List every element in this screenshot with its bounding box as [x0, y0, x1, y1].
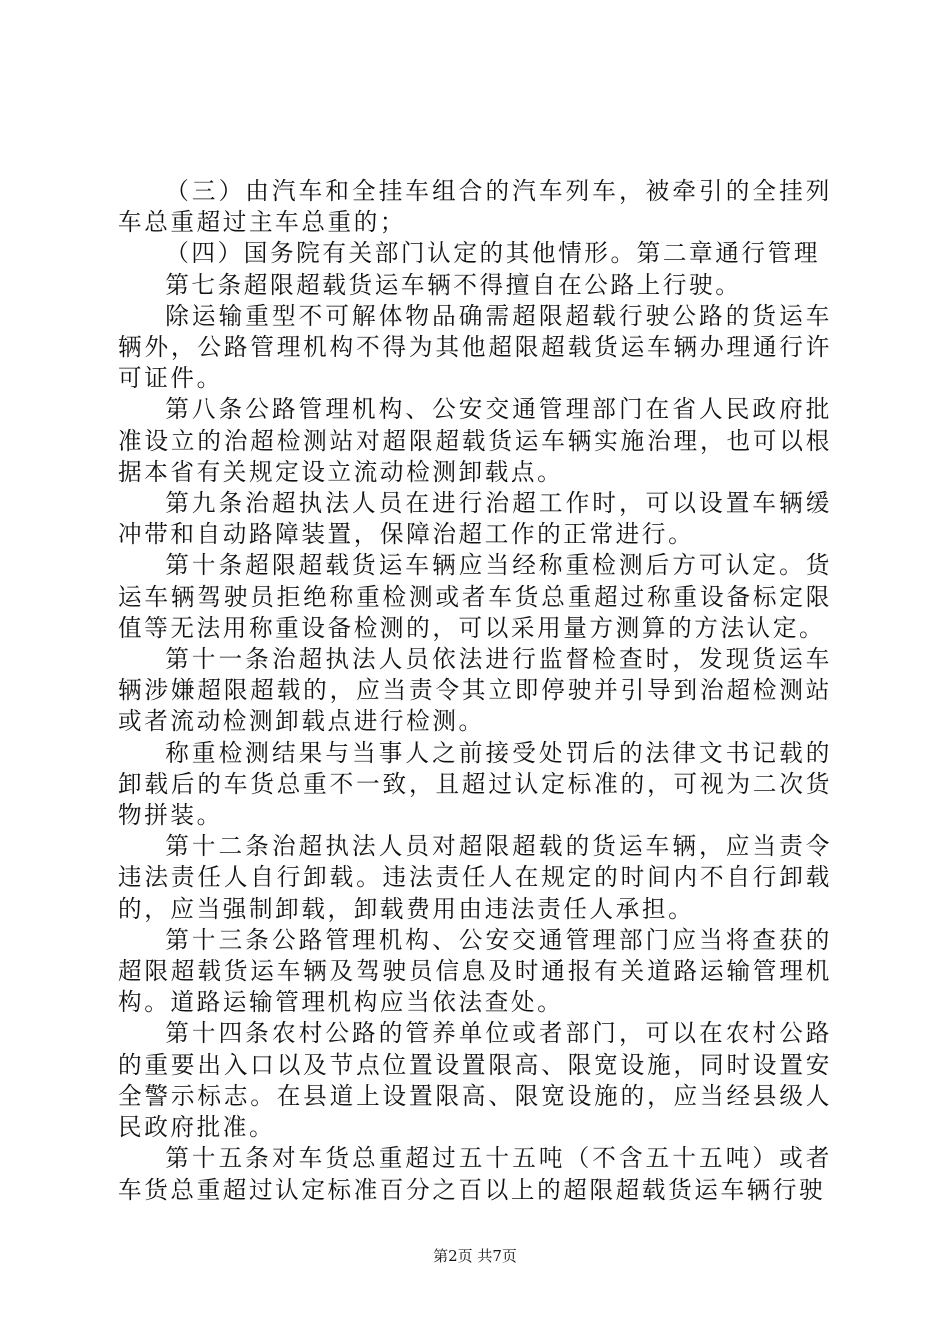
page-number-footer: 第2页 共7页	[433, 1247, 517, 1265]
paragraph-item-4: （四）国务院有关部门认定的其他情形。第二章通行管理	[165, 239, 821, 268]
paragraph-article-10: 第十条超限超载货运车辆应当经称重检测后方可认定。货运车辆驾驶员拒绝称重检测或者车货总重超过称重设备标定限值等无法用称重设备检测的，可以采用量方测算的方法认定。	[118, 551, 832, 642]
paragraph-article-11: 第十一条治超执法人员依法进行监督检查时，发现货运车辆涉嫌超限超载的，应当责令其立即停驶并引导到治超检测站或者流动检测卸载点进行检测。	[118, 645, 832, 736]
paragraph-article-14: 第十四条农村公路的管养单位或者部门，可以在农村公路的重要出入口以及节点位置设置限高、限宽设施，同时设置安全警示标志。在县道上设置限高、限宽设施的，应当经县级人民政府批准。	[118, 1019, 832, 1142]
paragraph-article-8: 第八条公路管理机构、公安交通管理部门在省人民政府批准设立的治超检测站对超限超载货运车辆实施治理，也可以根据本省有关规定设立流动检测卸载点。	[118, 395, 832, 486]
document-body	[118, 176, 832, 1206]
paragraph-article-9: 第九条治超执法人员在进行治超工作时，可以设置车辆缓冲带和自动路障装置，保障治超工作的正常进行。	[118, 489, 832, 549]
paragraph-article-13: 第十三条公路管理机构、公安交通管理部门应当将查获的超限超载货运车辆及驾驶员信息及时通报有关道路运输管理机构。道路运输管理机构应当依法查处。	[118, 925, 832, 1017]
paragraph-article-11-detail: 称重检测结果与当事人之前接受处罚后的法律文书记载的卸载后的车货总重不一致，且超过认定标准的，可视为二次货物拼装。	[118, 738, 832, 830]
paragraph-article-15: 第十五条对车货总重超过五十五吨（不含五十五吨）或者车货总重超过认定标准百分之百以上的超限超载货运车辆行驶	[118, 1144, 832, 1204]
paragraph-item-3: （三）由汽车和全挂车组合的汽车列车，被牵引的全挂列车总重超过主车总重的；	[118, 177, 832, 237]
paragraph-article-12: 第十二条治超执法人员对超限超载的货运车辆，应当责令违法责任人自行卸载。违法责任人在规定的时间内不自行卸载的，应当强制卸载，卸载费用由违法责任人承担。	[118, 832, 832, 923]
paragraph-article-7: 第七条超限超载货运车辆不得擅自在公路上行驶。	[165, 270, 742, 299]
paragraph-article-7-detail: 除运输重型不可解体物品确需超限超载行驶公路的货运车辆外，公路管理机构不得为其他超限超载货运车辆办理通行许可证件。	[118, 301, 832, 393]
